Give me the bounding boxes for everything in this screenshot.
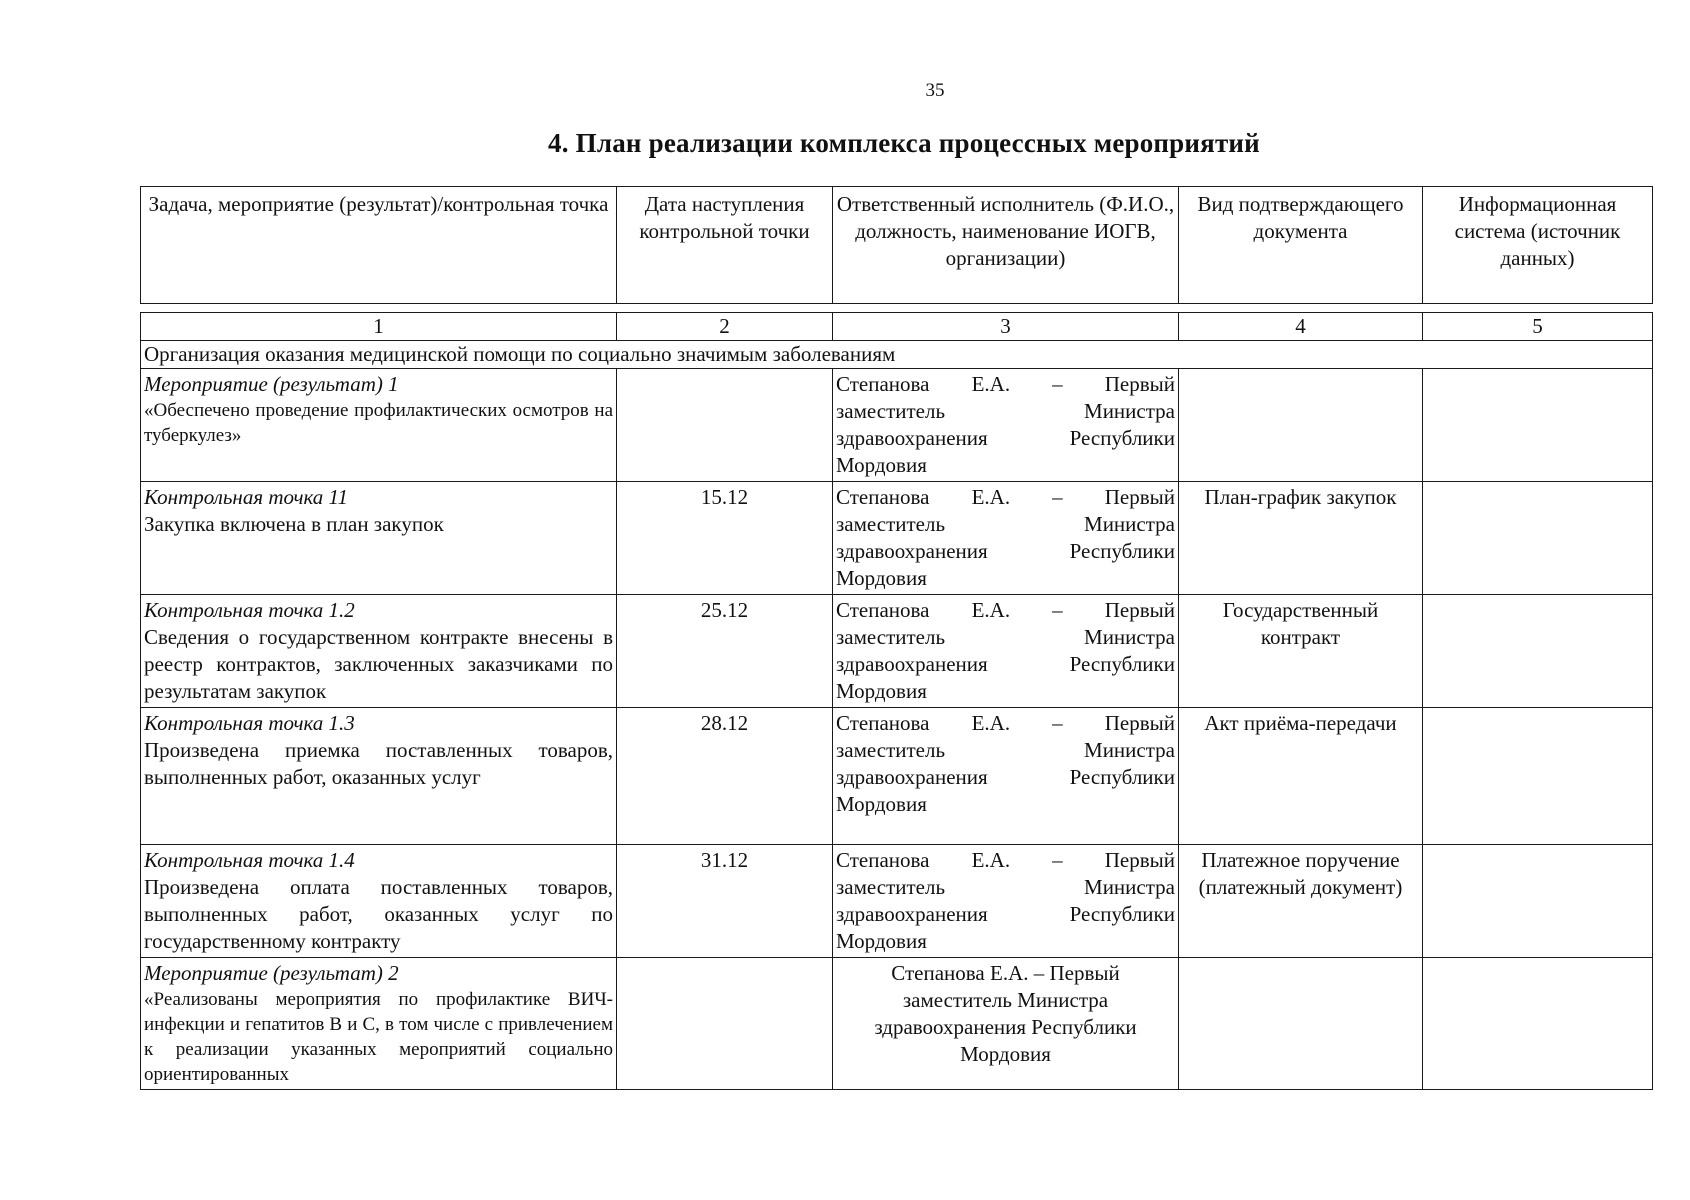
system-cell (1423, 958, 1653, 1090)
header-date: Дата наступления контрольной точки (617, 187, 833, 304)
task-description: Произведена приемка поставленных товаров, выполненных работ, оказанных услуг (144, 738, 613, 789)
header-system: Информационная система (источник данных) (1423, 187, 1653, 304)
task-cell (141, 845, 617, 958)
task-cell (141, 482, 617, 595)
system-cell (1423, 482, 1653, 595)
executor-cell: Степанова Е.А. – Первый заместитель Министра здравоохранения Республики Мордовия (833, 482, 1179, 595)
plan-table (140, 186, 1653, 1090)
table-row (141, 482, 1653, 595)
date-cell: 28.12 (617, 708, 833, 845)
header-gap (141, 304, 1653, 313)
date-cell (617, 369, 833, 482)
task-cell (141, 595, 617, 708)
table-row (141, 595, 1653, 708)
executor-cell: Степанова Е.А. – Первый заместитель Министра здравоохранения Республики Мордовия (833, 958, 1179, 1090)
header-row (141, 187, 1653, 304)
page-title: 4. План реализации комплекса процессных мероприятий (548, 128, 1260, 158)
table-row (141, 958, 1653, 1090)
document-cell: План-график закупок (1179, 482, 1423, 595)
system-cell (1423, 845, 1653, 958)
system-cell (1423, 708, 1653, 845)
table-row (141, 369, 1653, 482)
task-kind: Контрольная точка 1.2 (144, 598, 355, 622)
date-cell (617, 958, 833, 1090)
section-row (141, 341, 1653, 369)
document-cell: Платежное поручение (платежный документ) (1179, 845, 1423, 958)
task-cell (141, 958, 617, 1090)
system-cell (1423, 595, 1653, 708)
header-document: Вид подтверждающего документа (1179, 187, 1423, 304)
task-description: Закупка включена в план закупок (144, 512, 444, 536)
task-description: Произведена оплата поставленных товаров, выполненных работ, оказанных услуг по государственному контракту (144, 875, 613, 953)
task-kind: Контрольная точка 1.4 (144, 848, 355, 872)
executor-cell: Степанова Е.А. – Первый заместитель Министра здравоохранения Республики Мордовия (833, 369, 1179, 482)
task-description: «Реализованы мероприятия по профилактике ВИЧ-инфекции и гепатитов B и C, в том числе с привлечением к реализации указанных мероприятий социально ориентированных (144, 989, 613, 1085)
document-cell: Акт приёма-передачи (1179, 708, 1423, 845)
column-numbers-row (141, 313, 1653, 341)
task-description: Сведения о государственном контракте внесены в реестр контрактов, заключенных заказчиками по результатам закупок (144, 625, 613, 703)
executor-cell: Степанова Е.А. – Первый заместитель Министра здравоохранения Республики Мордовия (833, 595, 1179, 708)
date-cell: 25.12 (617, 595, 833, 708)
task-kind: Контрольная точка 1.3 (144, 711, 355, 735)
document-cell (1179, 369, 1423, 482)
executor-cell: Степанова Е.А. – Первый заместитель Министра здравоохранения Республики Мордовия (833, 708, 1179, 845)
column-number: 1 (141, 313, 617, 341)
document-cell (1179, 958, 1423, 1090)
column-number: 5 (1423, 313, 1653, 341)
date-cell: 15.12 (617, 482, 833, 595)
column-number: 2 (617, 313, 833, 341)
column-number: 4 (1179, 313, 1423, 341)
section-title: Организация оказания медицинской помощи по социально значимым заболеваниям (141, 341, 1653, 369)
page-number: 35 (925, 80, 945, 101)
document-cell: Государственный контракт (1179, 595, 1423, 708)
table-row (141, 708, 1653, 845)
task-description: «Обеспечено проведение профилактических осмотров на туберкулез» (144, 400, 613, 446)
task-cell (141, 708, 617, 845)
task-kind: Мероприятие (результат) 1 (144, 372, 399, 396)
executor-cell: Степанова Е.А. – Первый заместитель Министра здравоохранения Республики Мордовия (833, 845, 1179, 958)
column-number: 3 (833, 313, 1179, 341)
system-cell (1423, 369, 1653, 482)
task-kind: Контрольная точка 11 (144, 485, 348, 509)
task-kind: Мероприятие (результат) 2 (144, 961, 399, 985)
date-cell: 31.12 (617, 845, 833, 958)
table-row (141, 845, 1653, 958)
header-task: Задача, мероприятие (результат)/контрольная точка (141, 187, 617, 304)
task-cell (141, 369, 617, 482)
header-executor: Ответственный исполнитель (Ф.И.О., должность, наименование ИОГВ, организации) (833, 187, 1179, 304)
